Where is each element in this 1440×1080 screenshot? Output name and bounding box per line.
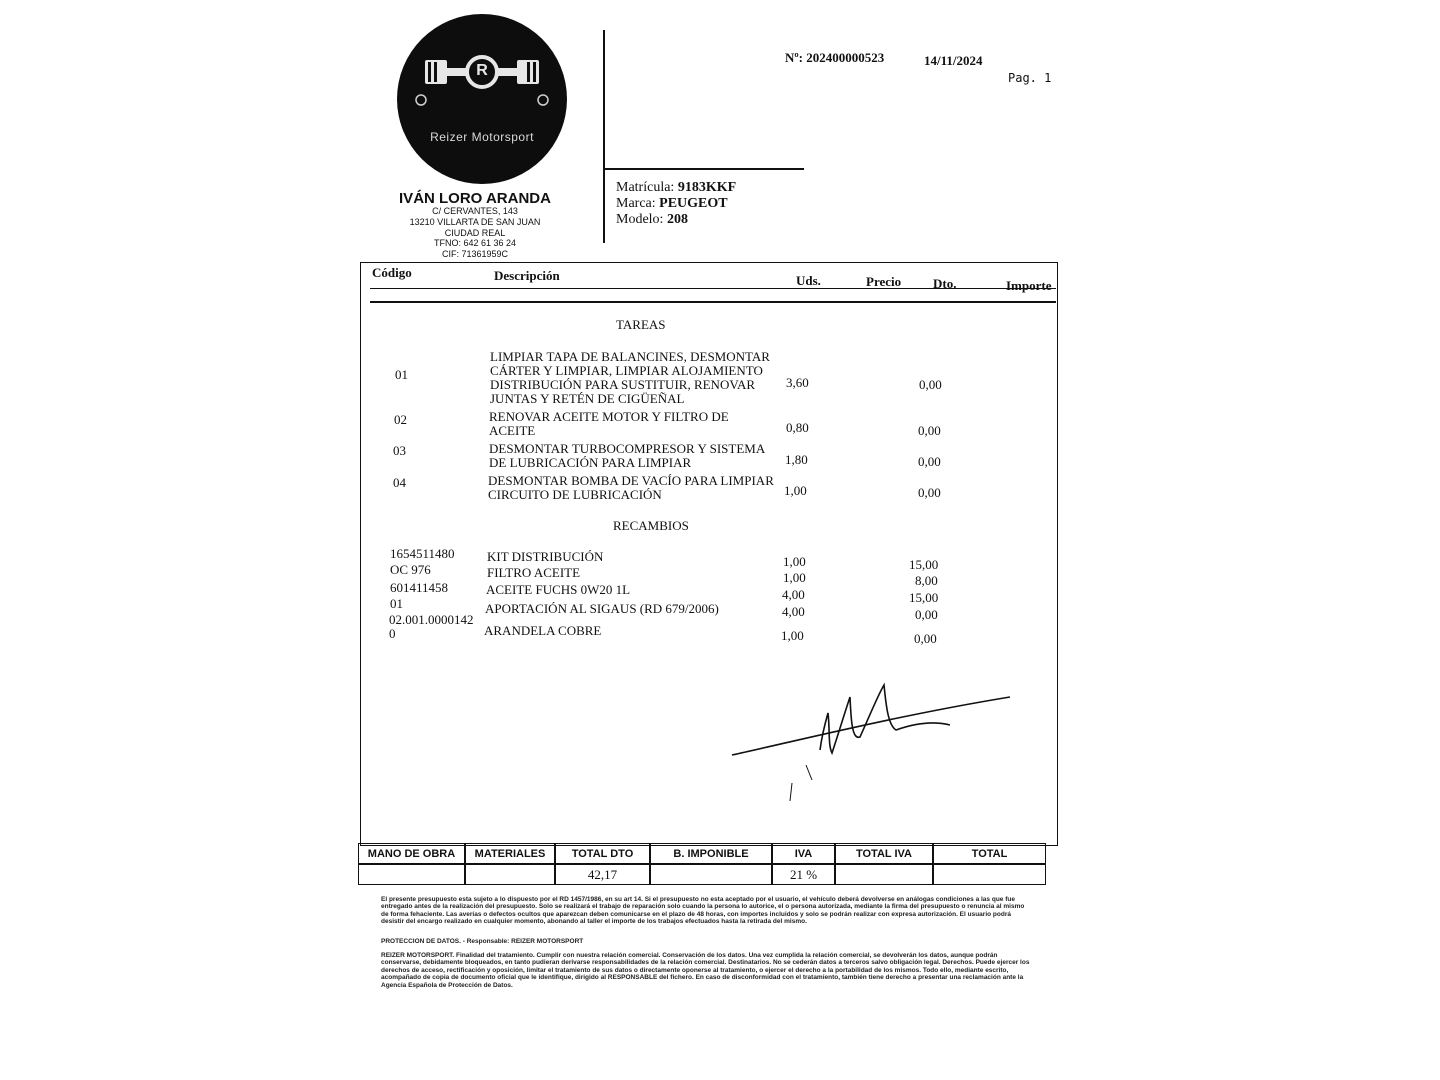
address-line: CIF: 71361959C xyxy=(441,249,509,259)
task-units: 1,00 xyxy=(784,483,807,498)
task-units: 0,80 xyxy=(786,420,809,435)
part-description: ACEITE FUCHS 0W20 1L xyxy=(486,582,631,597)
part-description: FILTRO ACEITE xyxy=(487,565,581,580)
summary-header: MATERIALES xyxy=(465,843,555,864)
address-line: CIUDAD REAL xyxy=(444,228,506,238)
section-tasks-title: TAREAS xyxy=(616,317,666,332)
part-discount: 8,00 xyxy=(915,573,938,588)
task-discount: 0,00 xyxy=(918,454,941,469)
summary-header: TOTAL xyxy=(933,843,1046,864)
task-code: 04 xyxy=(393,475,406,490)
part-code: 02.001.0000142 0 xyxy=(389,612,474,641)
part-discount: 15,00 xyxy=(909,557,939,572)
task-discount: 0,00 xyxy=(918,423,941,438)
task-description: LIMPIAR TAPA DE BALANCINES, DESMONTAR CÁRTER Y LIMPIAR, LIMPIAR ALOJAMIENTO DISTRIBUCIÓN PARA SUSTITUIR, RENOVAR JUNTAS Y RETÉN DE CIGÜEÑAL xyxy=(490,349,770,406)
part-units: 4,00 xyxy=(782,587,805,602)
task-discount: 0,00 xyxy=(919,377,942,392)
piston-logo-icon xyxy=(397,14,567,184)
page-number: Pag. 1 xyxy=(1008,71,1052,85)
part-description: ARANDELA COBRE xyxy=(484,623,602,638)
header-price: Precio xyxy=(866,274,902,289)
table-header-line xyxy=(370,301,1056,303)
part-discount: 0,00 xyxy=(914,631,937,646)
summary-header: MANO DE OBRA xyxy=(358,843,465,864)
vehicle-plate: Matrícula: 9183KKF xyxy=(616,180,737,195)
summary-vat-rate: 21 % xyxy=(772,864,835,885)
part-description: KIT DISTRIBUCIÓN xyxy=(487,549,604,564)
header-code: Código xyxy=(372,265,412,280)
task-units: 1,80 xyxy=(785,452,808,467)
summary-table xyxy=(358,843,1046,887)
document-date: 14/11/2024 xyxy=(924,53,983,68)
logo-letter: R xyxy=(476,62,488,79)
summary-materials-value xyxy=(465,864,555,885)
part-discount: 15,00 xyxy=(909,590,939,605)
handwritten-signature xyxy=(720,675,1020,805)
summary-header: B. IMPONIBLE xyxy=(650,843,772,864)
part-units: 1,00 xyxy=(781,628,804,643)
summary-total xyxy=(933,864,1046,885)
company-name: IVÁN LORO ARANDA xyxy=(399,190,551,207)
part-code: 1654511480 xyxy=(390,546,455,561)
vehicle-model: Modelo: 208 xyxy=(616,212,688,227)
company-logo xyxy=(397,14,567,184)
part-description: APORTACIÓN AL SIGAUS (RD 679/2006) xyxy=(485,601,719,616)
part-code: 01 xyxy=(390,596,403,611)
header-units: Uds. xyxy=(796,273,821,288)
task-description: DESMONTAR BOMBA DE VACÍO PARA LIMPIAR CIRCUITO DE LUBRICACIÓN xyxy=(488,473,774,502)
summary-tax-base xyxy=(650,864,772,885)
part-code: 601411458 xyxy=(390,580,449,595)
task-code: 01 xyxy=(395,367,408,382)
summary-labor-value xyxy=(358,864,465,885)
address-line: C/ CERVANTES, 143 xyxy=(432,206,518,216)
address-line: 13210 VILLARTA DE SAN JUAN xyxy=(409,217,541,227)
header-divider xyxy=(605,168,804,170)
part-units: 1,00 xyxy=(783,570,806,585)
summary-header: IVA xyxy=(772,843,835,864)
data-protection-text: REIZER MOTORSPORT. Finalidad del tratamiento. Cumplir con nuestra relación comercial. Conservación de los datos. Una vez cumplida la relación comercial, se devolverán los datos, aunque podrán conservarse, debidamente bloqueados, en tanto pudieran derivarse responsabilidades de la relación comercial. Destinatarios. No se cederán datos a terceros salvo obligación legal. Derechos. Puede ejercer los derechos de acceso, rectificación y oposición, limitar el tratamiento de sus datos o directamente oponerse al tratamiento, o ejercer el derecho a la portabilidad de los mismos. Todo ello, mediante escrito, acompañado de copia de documento oficial que le identifique, dirigido al RESPONSABLE del fichero. En caso de disconformidad con el tratamiento, también tiene derecho a presentar una reclamación ante la Agencia Española de Protección de Datos. xyxy=(381,952,1030,989)
part-discount: 0,00 xyxy=(915,607,938,622)
task-code: 02 xyxy=(394,412,407,427)
summary-total-discount: 42,17 xyxy=(555,864,650,885)
logo-text: Reizer Motorsport xyxy=(430,130,534,144)
task-discount: 0,00 xyxy=(918,485,941,500)
task-description: DESMONTAR TURBOCOMPRESOR Y SISTEMA DE LUBRICACIÓN PARA LIMPIAR xyxy=(489,441,766,470)
part-units: 1,00 xyxy=(783,554,806,569)
summary-total-vat xyxy=(835,864,933,885)
task-units: 3,60 xyxy=(786,375,809,390)
section-parts-title: RECAMBIOS xyxy=(613,518,689,533)
document-number: Nº: 202400000523 xyxy=(785,50,885,65)
summary-header: TOTAL IVA xyxy=(835,843,933,864)
header-divider xyxy=(603,30,605,243)
vehicle-brand: Marca: PEUGEOT xyxy=(616,196,728,211)
part-units: 4,00 xyxy=(782,604,805,619)
data-protection-title: PROTECCION DE DATOS. - Responsable: REIZER MOTORSPORT xyxy=(381,938,584,945)
legal-terms: El presente presupuesto esta sujeto a lo dispuesto por el RD 1457/1986, en su art 14. Si el presupuesto no esta aceptado por el usuario, el vehículo deberá devolverse en análogas condiciones a las que fue entregado antes de la realización del presupuesto. Solo se realizará el trabajo de reparación solo cuando la persona lo autorice, el o persona autorizada, mediante la firma del presupuesto o renuncia al mismo de forma fehaciente. Las averías o defectos ocultos que aparezcan deben comunicarse en el plazo de 48 horas, con importes incluidos y solo se podrán realizar con expresa autorización. El usuario podrá desistir del encargo realizado en cualquier momento, abonando al taller el importe de los trabajos efectuados hasta la retirada del mismo. xyxy=(381,896,1025,926)
header-amount: Importe xyxy=(1006,278,1052,293)
summary-header: TOTAL DTO xyxy=(555,843,650,864)
header-description: Descripción xyxy=(494,268,560,283)
header-discount: Dto. xyxy=(933,276,957,291)
task-description: RENOVAR ACEITE MOTOR Y FILTRO DE ACEITE xyxy=(489,409,729,438)
part-code: OC 976 xyxy=(390,562,431,577)
task-code: 03 xyxy=(393,443,406,458)
address-line: TFNO: 642 61 36 24 xyxy=(433,238,517,248)
